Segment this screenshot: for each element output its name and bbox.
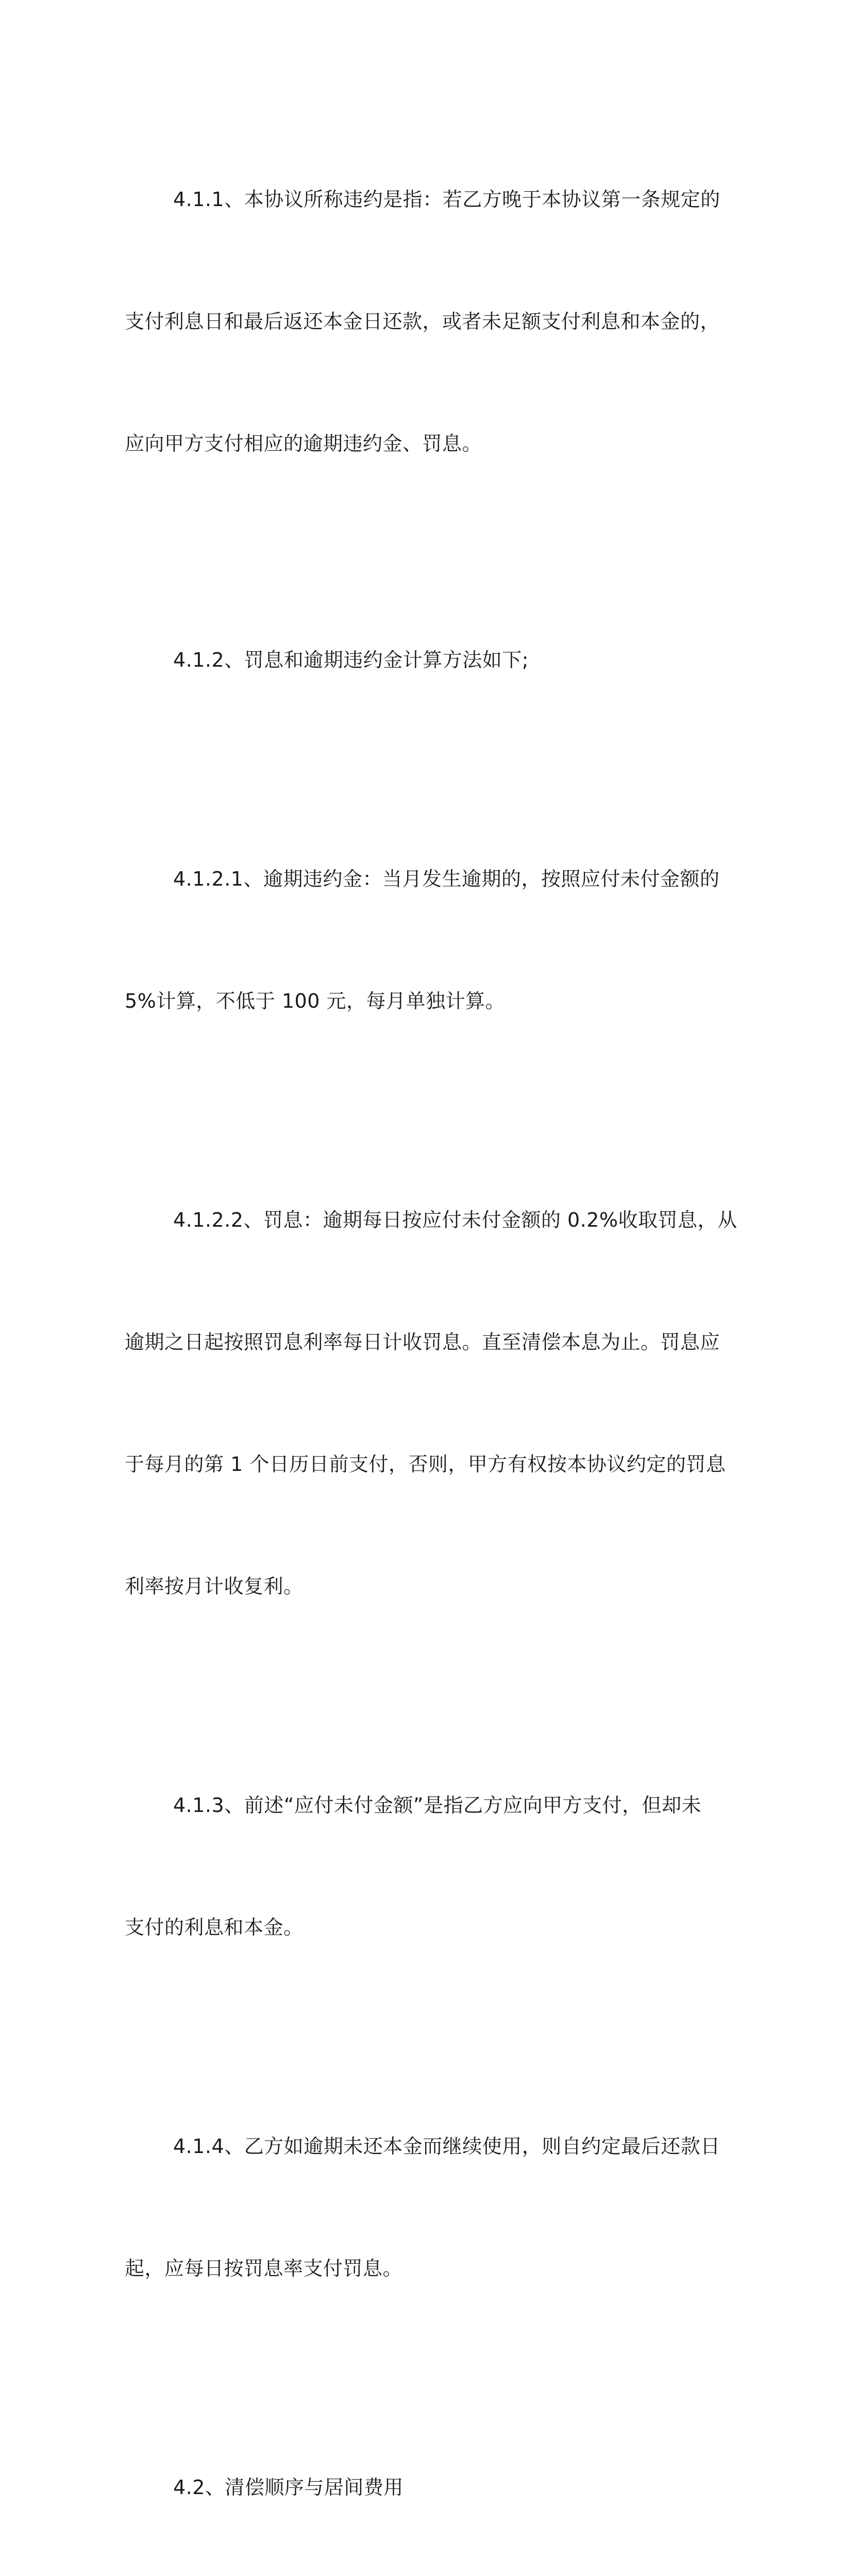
paragraph-4-1-2-2 [125, 1118, 737, 1688]
paragraph-4-1-3 [125, 1704, 707, 2029]
paragraph-4-1-4 [125, 2045, 720, 2370]
paragraph-line: 4.2、清偿顺序与居间费用 [173, 2476, 403, 2499]
paragraph-4-1-1 [125, 98, 720, 546]
document-body [125, 98, 737, 2576]
paragraph-line: 4.1.2.1、逾期违约金：当月发生逾期的，按照应付未付金额的 [173, 868, 720, 890]
paragraph-line: 4.1.4、乙方如逾期未还本金而继续使用，则自约定最后还款日 [173, 2135, 720, 2158]
paragraph-4-1-2-1 [125, 777, 720, 1103]
paragraph-line: 4.1.2.2、罚息：逾期每日按应付未付金额的 0.2%收取罚息，从 [173, 1209, 737, 1231]
paragraph-line: 支付的利息和本金。 [125, 1916, 304, 1939]
paragraph-line: 起，应每日按罚息率支付罚息。 [125, 2257, 403, 2280]
paragraph-line: 于每月的第 1 个日历日前支付，否则，甲方有权按本协议约定的罚息 [125, 1453, 726, 1476]
paragraph-line: 4.1.3、前述“应付未付金额”是指乙方应向甲方支付，但却未 [173, 1794, 702, 1817]
paragraph-line: 利率按月计收复利。 [125, 1575, 304, 1598]
paragraph-line: 应向甲方支付相应的逾期违约金、罚息。 [125, 432, 482, 455]
paragraph-line: 逾期之日起按照罚息利率每日计收罚息。直至清偿本息为止。罚息应 [125, 1331, 720, 1353]
paragraph-4-1-2 [125, 558, 707, 762]
paragraph-line: 4.1.1、本协议所称违约是指：若乙方晚于本协议第一条规定的 [173, 188, 720, 211]
paragraph-line: 支付利息日和最后返还本金日还款，或者未足额支付利息和本金的， [125, 310, 720, 333]
paragraph-line: 4.1.2、罚息和逾期违约金计算方法如下; [173, 649, 529, 671]
section-heading-4-2 [125, 2386, 707, 2576]
paragraph-line: 5%计算，不低于 100 元，每月单独计算。 [125, 990, 505, 1012]
